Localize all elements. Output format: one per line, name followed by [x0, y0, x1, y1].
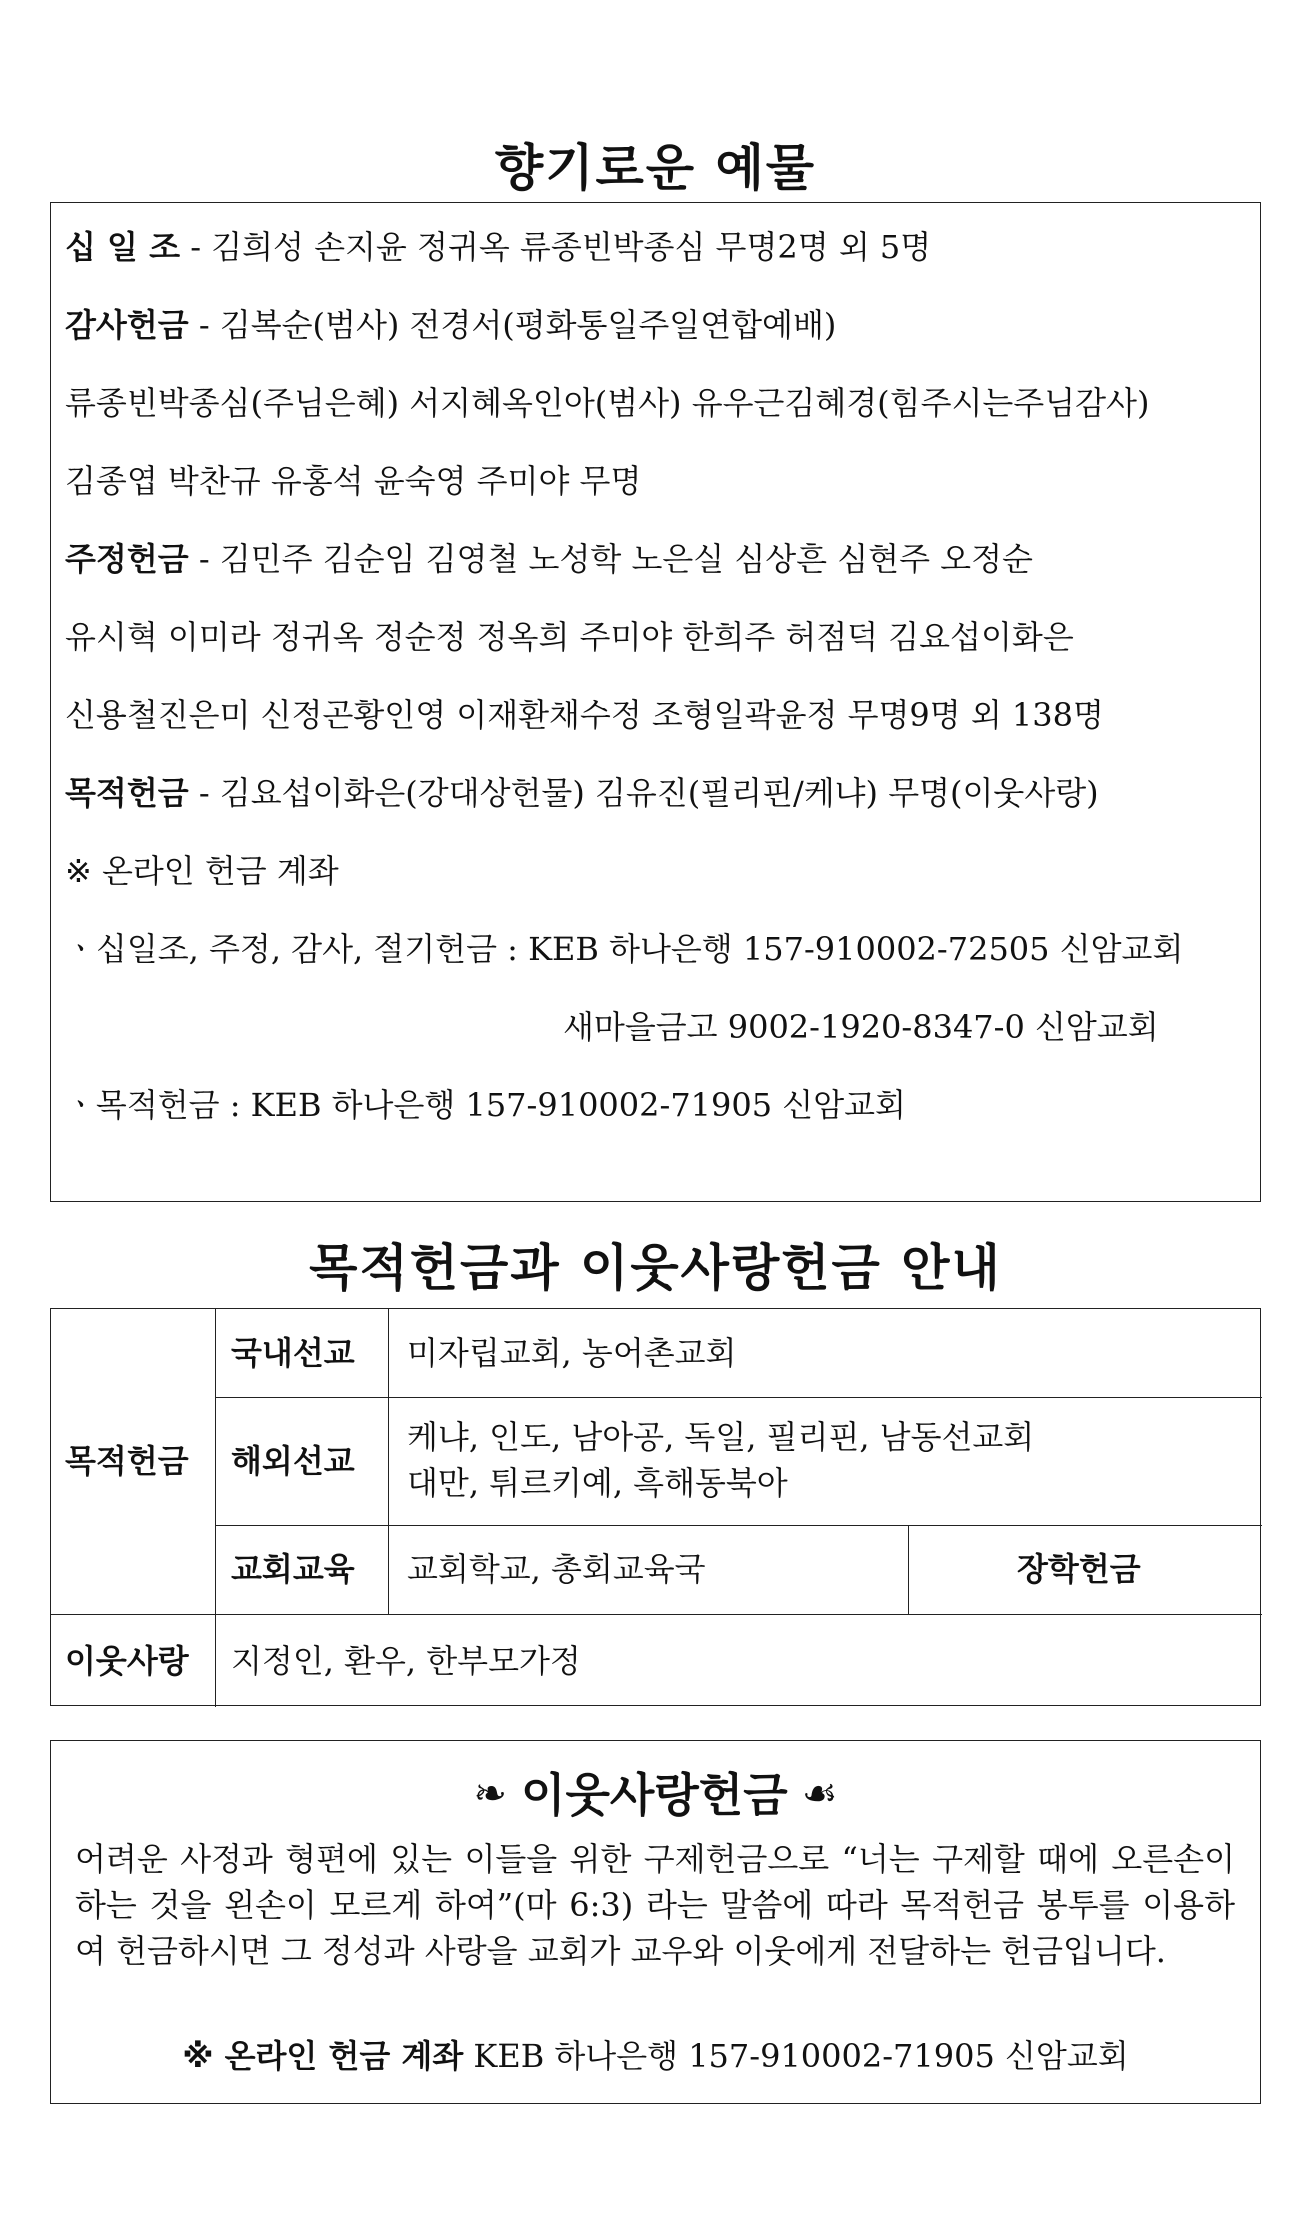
neighbor-offering-title: 이웃사랑헌금 [521, 1768, 788, 1822]
thanks-sep: - [188, 306, 220, 344]
neighbor-online-account [51, 2031, 1260, 2077]
domestic-label: 국내선교 [231, 1334, 355, 1372]
weekly-names: 김민주 김순임 김영철 노성학 노은실 심상흔 심현주 오정순 [219, 540, 1033, 578]
online-heading: ※ 온라인 헌금 계좌 [65, 852, 339, 890]
online-account-label: ※ 온라인 헌금 계좌 [182, 2037, 464, 2075]
table-divider [908, 1525, 909, 1614]
table-divider [215, 1614, 216, 1707]
thanks-row [65, 305, 836, 345]
edu-value: 교회학교, 총회교육국 [407, 1550, 706, 1588]
tithe-label: 십 일 조 [65, 228, 181, 266]
purpose-sep: - [188, 774, 220, 812]
neighbor-label: 이웃사랑 [65, 1642, 189, 1680]
weekly-row [65, 539, 1033, 579]
purpose-label: 목적헌금 [65, 774, 189, 812]
thanks-line-3: 김종엽 박찬규 유홍석 윤숙영 주미야 무명 [65, 462, 642, 500]
weekly-sep: - [188, 540, 220, 578]
purpose-names: 김요섭이화은(강대상헌물) 김유진(필리핀/케냐) 무명(이웃사랑) [219, 774, 1099, 812]
offerings-title: 향기로운 예물 [494, 139, 817, 197]
thanks-line-2: 류종빈박종심(주님은혜) 서지혜옥인아(범사) 유우근김혜경(힘주시는주님감사) [65, 384, 1150, 422]
overseas-line-1: 케냐, 인도, 남아공, 독일, 필리핀, 남동선교회 [407, 1418, 1035, 1456]
edu-label: 교회교육 [231, 1550, 355, 1588]
purpose-cell: 목적헌금 [65, 1442, 189, 1480]
tithe-row [65, 227, 931, 267]
neighbor-offering-box [50, 1740, 1261, 2104]
neighbor-offering-paragraph: 어려운 사정과 형편에 있는 이들을 위한 구제헌금으로 “너는 구제할 때에 오른손이 하는 것을 왼손이 모르게 하여”(마 6:3) 라는 말씀에 따라 목적헌금 봉투를 이용하여 헌금하시면 그 정성과 사랑을 교회가 교우와 이웃에게 전달하는 헌금입니다. [75, 1840, 1235, 1970]
online-account-value: KEB 하나은행 157-910002-71905 신암교회 [463, 2037, 1129, 2075]
guide-table [50, 1308, 1261, 1706]
tithe-names: 김희성 손지윤 정귀옥 류종빈박종심 무명2명 외 5명 [211, 228, 932, 266]
account-line-1: ㆍ십일조, 주정, 감사, 절기헌금 : KEB 하나은행 157-910002-72505 신암교회 [65, 930, 1184, 968]
neighbor-value: 지정인, 환우, 한부모가정 [231, 1642, 581, 1680]
table-divider [388, 1309, 389, 1614]
thanks-label: 감사헌금 [65, 306, 189, 344]
scholarship-label: 장학헌금 [1017, 1550, 1141, 1588]
overseas-label: 해외선교 [231, 1442, 355, 1480]
table-divider [215, 1397, 1262, 1398]
domestic-value: 미자립교회, 농어촌교회 [407, 1334, 737, 1372]
account-line-3: ㆍ목적헌금 : KEB 하나은행 157-910002-71905 신암교회 [65, 1086, 906, 1124]
ornament-left-icon: ❧ [473, 1771, 508, 1817]
weekly-line-2: 유시혁 이미라 정귀옥 정순정 정옥희 주미야 한희주 허점덕 김요섭이화은 [65, 618, 1074, 656]
purpose-row [65, 773, 1099, 813]
table-divider [215, 1525, 1262, 1526]
guide-title: 목적헌금과 이웃사랑헌금 안내 [309, 1239, 1002, 1297]
tithe-sep: - [180, 228, 212, 266]
offerings-box [50, 202, 1261, 1202]
ornament-right-icon: ☙ [801, 1771, 838, 1817]
table-divider [51, 1614, 1262, 1615]
weekly-label: 주정헌금 [65, 540, 189, 578]
weekly-line-3: 신용철진은미 신정곤황인영 이재환채수정 조형일곽윤정 무명9명 외 138명 [65, 696, 1104, 734]
thanks-names: 김복순(범사) 전경서(평화통일주일연합예배) [219, 306, 837, 344]
account-line-2: 새마을금고 9002-1920-8347-0 신암교회 [563, 1008, 1159, 1046]
overseas-line-2: 대만, 튀르키예, 흑해동북아 [407, 1464, 788, 1502]
neighbor-offering-title-row [51, 1759, 1260, 1825]
table-divider [215, 1309, 216, 1614]
